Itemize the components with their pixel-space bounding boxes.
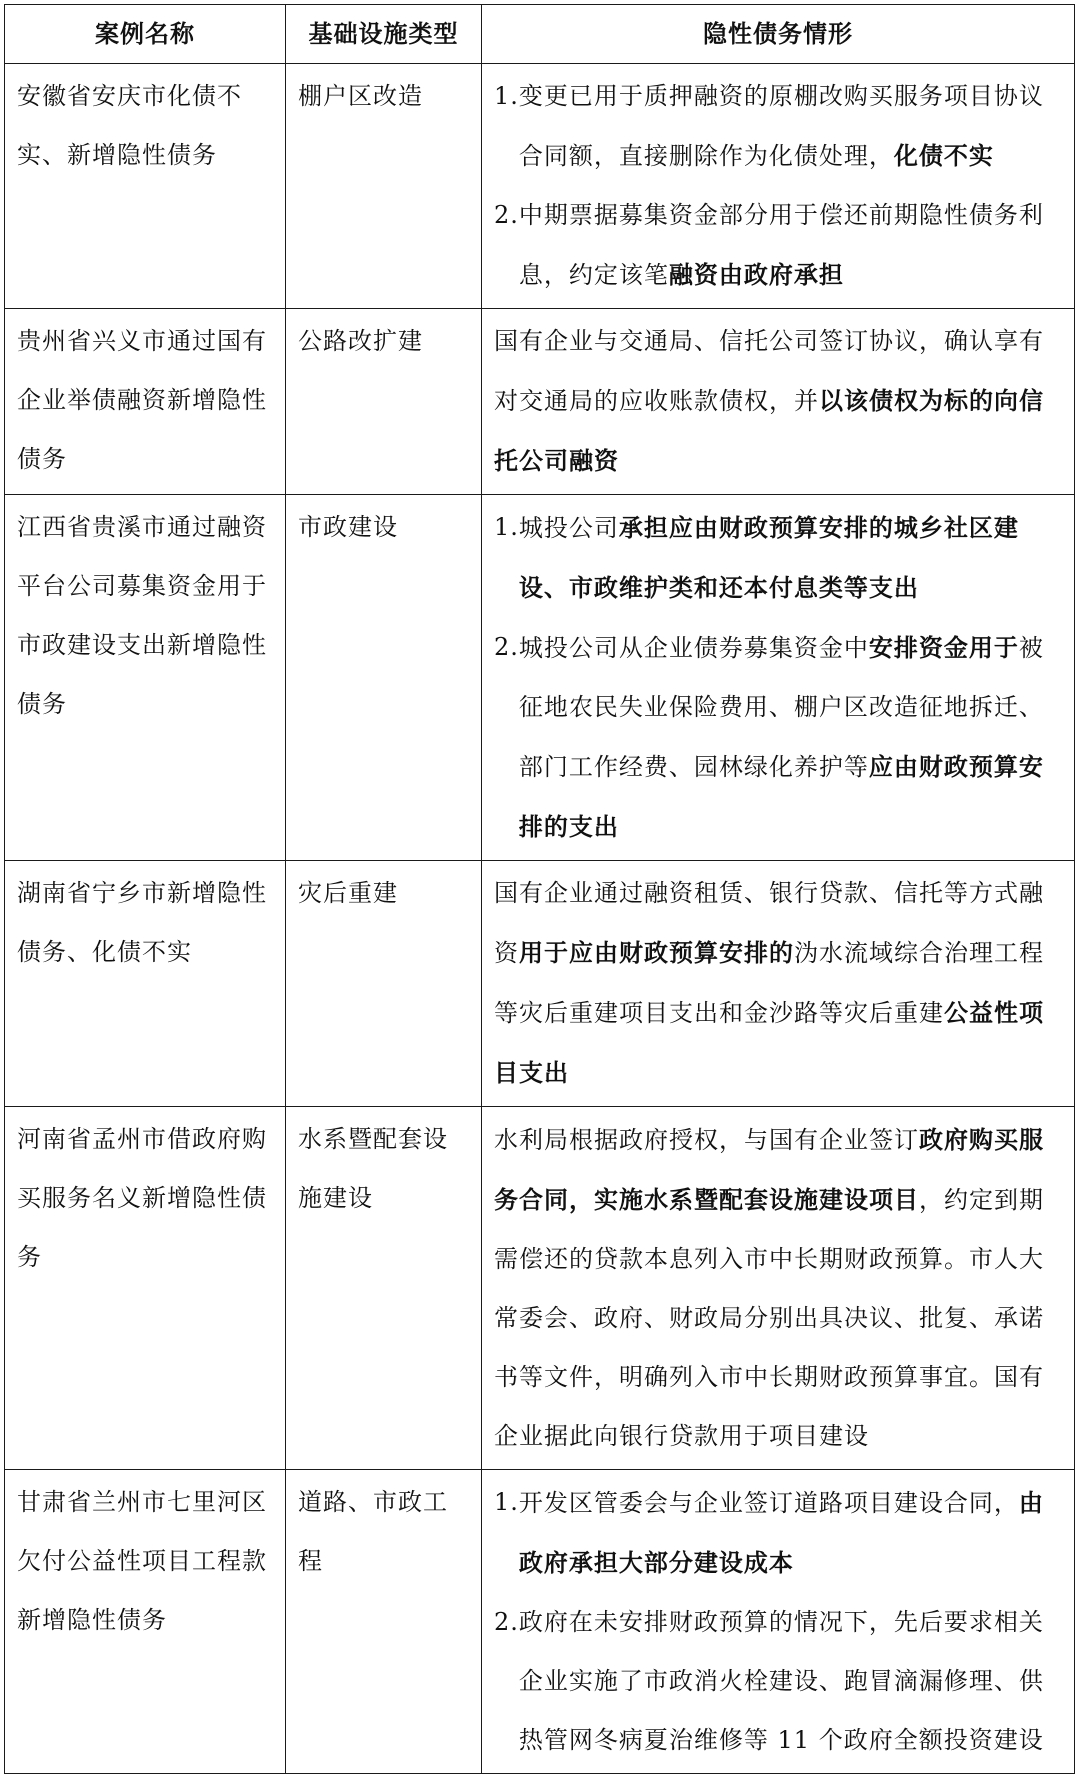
hidden-debt-description-cell <box>482 309 1075 495</box>
description-item <box>494 1593 1062 1770</box>
hidden-debt-description-cell <box>482 64 1075 309</box>
emphasized-text: 用于应由财政预算安排的 <box>519 938 794 967</box>
case-name-cell <box>5 64 286 309</box>
emphasized-text: 公益性项目支出 <box>494 998 1044 1087</box>
text-segment: 水利局根据政府授权，与国有企业签订 <box>494 1126 919 1154</box>
text-segment: 城投公司 <box>518 514 619 542</box>
table-row <box>5 861 1075 1107</box>
description-item <box>494 186 1062 305</box>
hidden-debt-description-cell <box>482 1470 1075 1774</box>
debt-cases-table <box>4 4 1075 1774</box>
item-number: 2. <box>494 1608 519 1636</box>
infrastructure-type-cell <box>286 861 482 1107</box>
description-item <box>494 312 1062 491</box>
table-row <box>5 64 1075 309</box>
infrastructure-type-cell <box>286 495 482 861</box>
hidden-debt-description-cell <box>482 861 1075 1107</box>
case-name: 河南省孟州市借政府购买服务名义新增隐性债务 <box>17 1125 267 1271</box>
item-text <box>519 498 1062 618</box>
infrastructure-type: 道路、市政工程 <box>298 1488 448 1575</box>
item-number: 1. <box>494 82 519 110</box>
text-segment: 沩水流域综合治理工程等灾后重建项目支出和金沙路等灾后重建 <box>494 939 1044 1027</box>
infrastructure-type-cell <box>286 1470 482 1774</box>
emphasized-text: 应由财政预算安排的支出 <box>518 752 1044 841</box>
case-name-cell <box>5 861 286 1107</box>
case-name-cell <box>5 1470 286 1774</box>
case-name: 江西省贵溪市通过融资平台公司募集资金用于市政建设支出新增隐性债务 <box>17 513 267 718</box>
text-segment: 政府在未安排财政预算的情况下，先后要求相关企业实施了市政消火栓建设、跑冒滴漏修理、供热管网冬病夏治维修等 11 个政府全额投资建设 <box>518 1608 1044 1754</box>
text-segment: 变更已用于质押融资的原棚改购买服务项目协议合同额，直接删除作为化债处理， <box>518 82 1044 170</box>
infrastructure-type: 公路改扩建 <box>298 327 423 355</box>
item-text <box>519 618 1062 857</box>
description-item <box>494 498 1062 618</box>
item-text <box>519 1593 1062 1770</box>
table-row <box>5 309 1075 495</box>
case-name-cell <box>5 495 286 861</box>
description-item <box>494 618 1062 857</box>
description-item <box>494 1473 1062 1593</box>
description-item <box>494 1110 1062 1466</box>
infrastructure-type: 灾后重建 <box>298 879 398 907</box>
description-item <box>494 67 1062 186</box>
emphasized-text: 化债不实 <box>893 141 994 170</box>
infrastructure-type: 市政建设 <box>298 513 398 541</box>
table-row <box>5 1107 1075 1470</box>
header-infrastructure-type: 基础设施类型 <box>286 5 482 64</box>
hidden-debt-description-cell <box>482 1107 1075 1470</box>
text-segment: 国有企业与交通局、信托公司签订协议，确认享有对交通局的应收账款债权，并 <box>494 327 1044 415</box>
table-row <box>5 495 1075 861</box>
text-segment: 被征地农民失业保险费用、棚户区改造征地拆迁、部门工作经费、园林绿化养护等 <box>518 634 1044 781</box>
emphasized-text: 融资由政府承担 <box>668 260 844 289</box>
hidden-debt-description-cell <box>482 495 1075 861</box>
text-segment: 开发区管委会与企业签订道路项目建设合同， <box>518 1489 1019 1517</box>
item-number: 2. <box>494 201 519 229</box>
case-name-cell <box>5 1107 286 1470</box>
case-name: 湖南省宁乡市新增隐性债务、化债不实 <box>17 879 267 966</box>
emphasized-text: 安排资金用于 <box>868 633 1019 662</box>
case-name: 甘肃省兰州市七里河区欠付公益性项目工程款新增隐性债务 <box>17 1488 267 1634</box>
case-name: 安徽省安庆市化债不实、新增隐性债务 <box>17 82 242 169</box>
item-text <box>519 186 1062 305</box>
item-text <box>519 67 1062 186</box>
emphasized-text: 承担应由财政预算安排的城乡社区建设、市政维护类和还本付息类等支出 <box>518 513 1019 602</box>
header-hidden-debt-situation: 隐性债务情形 <box>482 5 1075 64</box>
infrastructure-type: 棚户区改造 <box>298 82 423 110</box>
table-header-row <box>5 5 1075 64</box>
header-case-name: 案例名称 <box>5 5 286 64</box>
emphasized-text: 由政府承担大部分建设成本 <box>518 1488 1044 1577</box>
infrastructure-type: 水系暨配套设施建设 <box>298 1125 448 1212</box>
infrastructure-type-cell <box>286 309 482 495</box>
item-text <box>519 1473 1062 1593</box>
text-segment: 国有企业通过融资租赁、银行贷款、信托等方式融资 <box>494 879 1044 967</box>
table-body <box>5 64 1075 1774</box>
emphasized-text: 政府购买服务合同，实施水系暨配套设施建设项目 <box>494 1125 1044 1214</box>
text-segment: 城投公司从企业债券募集资金中 <box>518 634 869 662</box>
text-segment: 中期票据募集资金部分用于偿还前期隐性债务利息，约定该笔 <box>518 201 1044 289</box>
text-segment: ，约定到期需偿还的贷款本息列入市中长期财政预算。市人大常委会、政府、财政局分别出具决议、批复、承诺书等文件，明确列入市中长期财政预算事宜。国有企业据此向银行贷款用于项目建设 <box>494 1186 1044 1450</box>
case-name-cell <box>5 309 286 495</box>
case-name: 贵州省兴义市通过国有企业举债融资新增隐性债务 <box>17 327 267 473</box>
infrastructure-type-cell <box>286 1107 482 1470</box>
description-item <box>494 864 1062 1103</box>
item-number: 1. <box>494 513 519 541</box>
item-number: 1. <box>494 1488 519 1516</box>
infrastructure-type-cell <box>286 64 482 309</box>
table-row <box>5 1470 1075 1774</box>
emphasized-text: 以该债权为标的向信托公司融资 <box>494 386 1044 475</box>
item-number: 2. <box>494 633 519 661</box>
